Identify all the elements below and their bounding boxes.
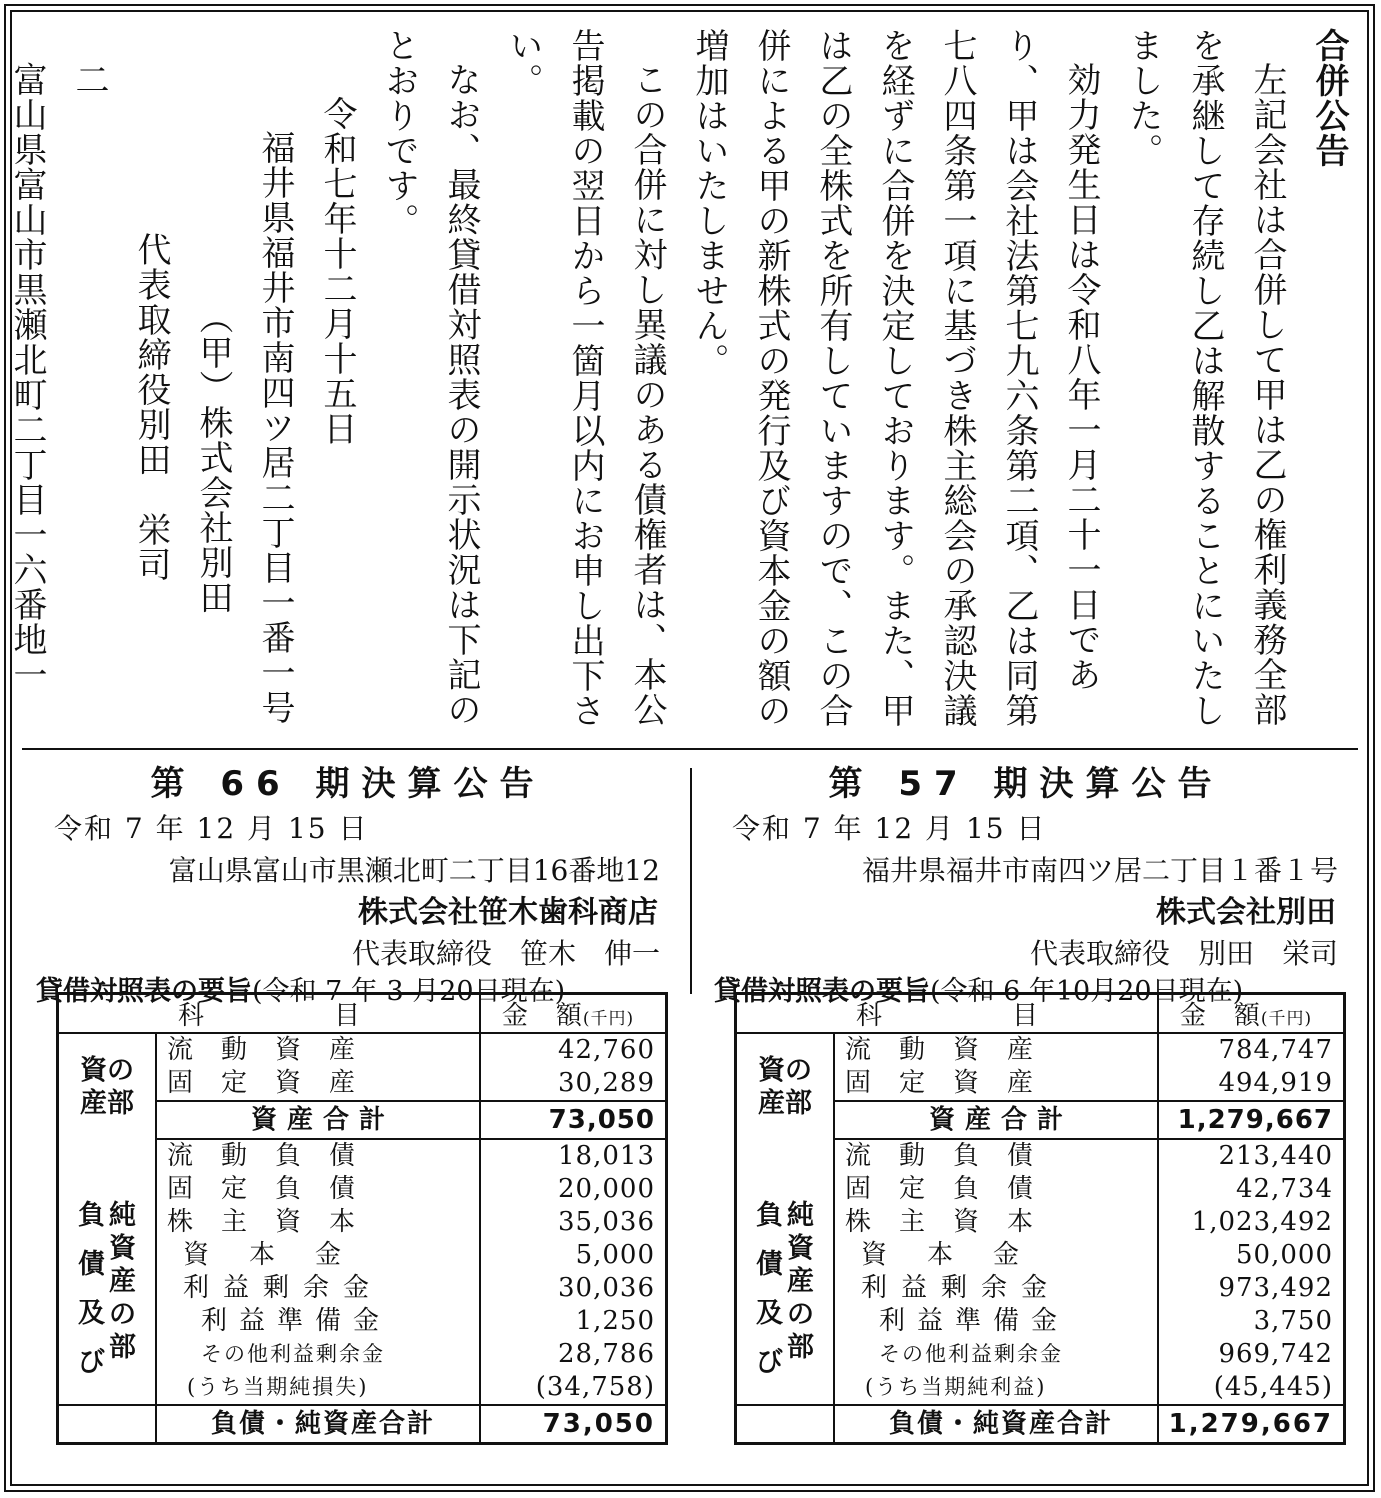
statement-title: 第 57 期決算公告 — [828, 764, 1224, 804]
notice-address-a: 福井県福井市南四ツ居二丁目一番一号 — [255, 130, 295, 725]
value-shareholders-equity: 35,036 — [558, 1207, 655, 1237]
label-current-assets: 流動資産 — [156, 1033, 480, 1067]
notice-paragraph-4: なお、最終貸借対照表の開示状況は下記のとおりです。 — [379, 28, 481, 727]
value-total-liabilities-equity: 1,279,667 — [1158, 1405, 1345, 1444]
value-current-liabilities: 18,013 — [558, 1141, 655, 1171]
value-legal-reserve: 3,750 — [1253, 1306, 1333, 1336]
value-other-retained: 969,742 — [1218, 1339, 1333, 1369]
label-current-assets: 流動資産 — [834, 1033, 1158, 1067]
value-total-assets: 1,279,667 — [1158, 1101, 1345, 1139]
bs-date: (令和 7 年 3 月20日現在) — [252, 976, 566, 1007]
statement-date: 令和 7 年 12 月 15 日 — [732, 812, 1047, 845]
label-current-liabilities: 流動負債 — [834, 1139, 1158, 1173]
label-retained-earnings: 利益剰余金 — [156, 1272, 480, 1305]
company-address: 富山県富山市黒瀬北町二丁目16番地12 — [168, 854, 660, 887]
value-capital: 5,000 — [575, 1240, 655, 1270]
company-address: 福井県福井市南四ツ居二丁目１番１号 — [861, 854, 1338, 887]
notice-paragraph-2: 効力発生日は令和八年一月二十一日であり、甲は会社法第七九六条第二項、乙は同第七八四条第一項に基づき株主総会の承認決議を経ずに合併を決定しております。また、甲は乙の全株式を所有していますので、この合併による甲の新株式の発行及び資本金の額の増加はいたしません。 — [689, 28, 1101, 728]
label-fixed-liabilities: 固定負債 — [834, 1173, 1158, 1206]
header-amount: 金 額(千円) — [480, 994, 667, 1034]
table-row-total — [58, 1405, 667, 1444]
label-total-assets: 資産合計 — [156, 1101, 480, 1139]
statement-left — [28, 760, 668, 1439]
rep-a-name: 別田 栄司 — [131, 407, 171, 582]
label-fixed-liabilities: 固定負債 — [156, 1173, 480, 1206]
balance-sheet-table — [56, 992, 668, 1445]
notice-date: 令和七年十二月十五日 — [317, 96, 357, 446]
header-amount: 金 額(千円) — [1158, 994, 1345, 1034]
label-net-income: (うち当期純利益) — [834, 1371, 1158, 1405]
label-legal-reserve: 利益準備金 — [156, 1305, 480, 1338]
value-current-assets: 42,760 — [558, 1035, 655, 1065]
label-net-income: (うち当期純損失) — [156, 1371, 480, 1405]
table-row — [736, 1033, 1345, 1067]
notice-address-b: 富山県富山市黒瀬北町二丁目一六番地一 — [7, 62, 47, 692]
label-current-liabilities: 流動負債 — [156, 1139, 480, 1173]
header-unit: (千円) — [582, 1009, 635, 1029]
section-liabilities-equity: 負 債 及 び 純 資 産 の 部 — [736, 1139, 835, 1405]
header-item: 科 目 — [58, 994, 481, 1034]
rep-a-title: 代表取締役 — [131, 232, 171, 407]
table-row-total — [736, 1405, 1345, 1444]
value-retained-earnings: 973,492 — [1218, 1273, 1333, 1303]
label-retained-earnings: 利益剰余金 — [834, 1272, 1158, 1305]
label-total-liabilities-equity: 負債・純資産合計 — [156, 1405, 480, 1444]
table-header — [736, 994, 1345, 1034]
balance-sheet-table — [734, 992, 1346, 1445]
section-assets: 資の 産部 — [736, 1033, 835, 1139]
label-other-retained: その他利益剰余金 — [156, 1338, 480, 1371]
representative: 代表取締役 笹木 伸一 — [351, 937, 660, 970]
bs-label: 貸借対照表の要旨 — [714, 976, 930, 1007]
label-fixed-assets: 固定資産 — [156, 1067, 480, 1101]
vertical-divider — [690, 768, 692, 994]
table-row — [736, 1139, 1345, 1173]
value-total-liabilities-equity: 73,050 — [480, 1405, 667, 1444]
value-total-assets: 73,050 — [480, 1101, 667, 1139]
bs-date: (令和 6 年10月20日現在) — [930, 976, 1244, 1007]
label-fixed-assets: 固定資産 — [834, 1067, 1158, 1101]
label-legal-reserve: 利益準備金 — [834, 1305, 1158, 1338]
value-legal-reserve: 1,250 — [575, 1306, 655, 1336]
representative: 代表取締役 別田 栄司 — [1029, 937, 1338, 970]
label-other-retained: その他利益剰余金 — [834, 1338, 1158, 1371]
label-shareholders-equity: 株主資本 — [834, 1206, 1158, 1239]
table-row — [58, 1033, 667, 1067]
merger-notice — [7, 28, 1360, 728]
value-net-income: (45,445) — [1213, 1372, 1333, 1402]
value-net-income: (34,758) — [535, 1372, 655, 1402]
value-fixed-assets: 494,919 — [1218, 1068, 1333, 1098]
notice-paragraph-3: この合併に対し異議のある債権者は、本公告掲載の翌日から一箇月以内にお申し出下さい。 — [503, 28, 667, 728]
notice-paragraph-1: 左記会社は合併して甲は乙の権利義務全部を承継して存続し乙は解散することにいたしました。 — [1123, 28, 1287, 728]
label-capital: 資本金 — [156, 1239, 480, 1272]
value-fixed-liabilities: 20,000 — [558, 1174, 655, 1204]
statement-date: 令和 7 年 12 月 15 日 — [54, 812, 369, 845]
label-capital: 資本金 — [834, 1239, 1158, 1272]
statement-right — [706, 760, 1346, 1439]
label-shareholders-equity: 株主資本 — [156, 1206, 480, 1239]
notice-company-a: （甲）株式会社別田 — [193, 300, 233, 615]
label-total-assets: 資産合計 — [834, 1101, 1158, 1139]
section-assets: 資の 産部 — [58, 1033, 157, 1139]
company-name: 株式会社別田 — [1156, 895, 1336, 930]
table-row — [58, 1139, 667, 1173]
bs-label: 貸借対照表の要旨 — [36, 976, 252, 1007]
header-item: 科 目 — [736, 994, 1159, 1034]
horizontal-divider — [22, 748, 1358, 750]
value-capital: 50,000 — [1236, 1240, 1333, 1270]
value-other-retained: 28,786 — [558, 1339, 655, 1369]
value-current-liabilities: 213,440 — [1218, 1141, 1333, 1171]
value-fixed-liabilities: 42,734 — [1236, 1174, 1333, 1204]
value-current-assets: 784,747 — [1218, 1035, 1333, 1065]
value-retained-earnings: 30,036 — [558, 1273, 655, 1303]
header-unit: (千円) — [1260, 1009, 1313, 1029]
value-shareholders-equity: 1,023,492 — [1191, 1207, 1333, 1237]
company-name: 株式会社笹木歯科商店 — [358, 895, 658, 930]
label-total-liabilities-equity: 負債・純資産合計 — [834, 1405, 1158, 1444]
section-liabilities-equity: 負 債 及 び 純 資 産 の 部 — [58, 1139, 157, 1405]
value-fixed-assets: 30,289 — [558, 1068, 655, 1098]
table-header — [58, 994, 667, 1034]
statement-title: 第 66 期決算公告 — [150, 764, 546, 804]
notice-rep-a — [120, 28, 182, 728]
notice-address-b-number: 二 — [69, 62, 109, 97]
notice-title: 合併公告 — [1309, 28, 1349, 168]
